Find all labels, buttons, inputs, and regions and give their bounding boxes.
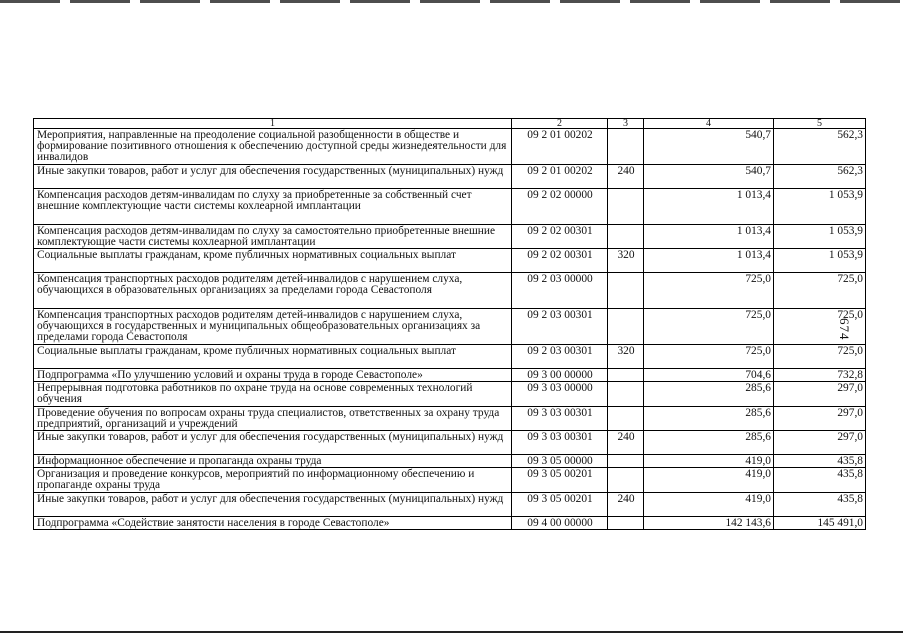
row-kind: 240 (608, 431, 644, 455)
row-value-5: 562,3 (774, 129, 866, 165)
row-name: Иные закупки товаров, работ и услуг для обеспечения государственных (муниципальных) нужд (34, 164, 512, 188)
row-value-4: 1 013,4 (644, 224, 774, 248)
row-kind (608, 455, 644, 468)
row-value-5: 435,8 (774, 455, 866, 468)
row-name: Непрерывная подготовка работников по охране труда на основе современных технологий обучения (34, 382, 512, 406)
row-value-5: 145 491,0 (774, 516, 866, 529)
row-value-4: 540,7 (644, 164, 774, 188)
row-value-5: 725,0 (774, 309, 866, 345)
row-kind (608, 406, 644, 430)
row-value-4: 540,7 (644, 129, 774, 165)
row-value-4: 725,0 (644, 273, 774, 309)
row-code: 09 3 03 00301 (512, 406, 608, 430)
row-kind (608, 309, 644, 345)
row-value-4: 1 013,4 (644, 249, 774, 273)
row-value-5: 1 053,9 (774, 188, 866, 224)
row-name: Компенсация транспортных расходов родителям детей-инвалидов с нарушением слуха, обучающихся в образовательных организациях за пределами города Севастополя (34, 273, 512, 309)
row-name: Иные закупки товаров, работ и услуг для обеспечения государственных (муниципальных) нужд (34, 492, 512, 516)
row-code: 09 3 05 00201 (512, 492, 608, 516)
row-value-4: 419,0 (644, 492, 774, 516)
table-row (34, 516, 866, 529)
row-name: Подпрограмма «По улучшению условий и охраны труда в городе Севастополе» (34, 369, 512, 382)
row-name: Социальные выплаты гражданам, кроме публичных нормативных социальных выплат (34, 345, 512, 369)
table-row (34, 431, 866, 455)
row-kind (608, 516, 644, 529)
row-kind (608, 468, 644, 492)
row-kind (608, 129, 644, 165)
table-row (34, 249, 866, 273)
row-value-5: 562,3 (774, 164, 866, 188)
row-code: 09 2 03 00301 (512, 309, 608, 345)
row-value-5: 1 053,9 (774, 249, 866, 273)
row-value-4: 142 143,6 (644, 516, 774, 529)
table-row (34, 468, 866, 492)
header-col-5: 5 (774, 119, 866, 129)
table-row (34, 492, 866, 516)
row-name: Подпрограмма «Содействие занятости населения в городе Севастополе» (34, 516, 512, 529)
row-code: 09 3 03 00000 (512, 382, 608, 406)
row-value-5: 1 053,9 (774, 224, 866, 248)
table-row (34, 345, 866, 369)
header-col-2: 2 (512, 119, 608, 129)
row-code: 09 2 02 00301 (512, 224, 608, 248)
table-row (34, 382, 866, 406)
row-value-5: 297,0 (774, 406, 866, 430)
row-name: Компенсация расходов детям-инвалидам по слуху за приобретенные за собственный счет внешние комплектующие части системы кохлеарной имплантации (34, 188, 512, 224)
row-code: 09 2 02 00000 (512, 188, 608, 224)
row-value-5: 297,0 (774, 382, 866, 406)
top-border-line (0, 0, 903, 3)
row-value-5: 435,8 (774, 492, 866, 516)
table-row (34, 164, 866, 188)
row-name: Компенсация транспортных расходов родителям детей-инвалидов с нарушением слуха, обучающихся в государственных и муниципальных общеобразовательных организациях за пределами города Севастополя (34, 309, 512, 345)
row-name: Мероприятия, направленные на преодоление социальной разобщенности в обществе и формирование позитивного отношения к обеспечению доступной среды жизнедеятельности для инвалидов (34, 129, 512, 165)
row-code: 09 2 03 00301 (512, 345, 608, 369)
row-value-4: 285,6 (644, 431, 774, 455)
row-value-4: 285,6 (644, 382, 774, 406)
row-value-5: 725,0 (774, 273, 866, 309)
table-row (34, 406, 866, 430)
table-row (34, 129, 866, 165)
row-value-4: 704,6 (644, 369, 774, 382)
table-row (34, 224, 866, 248)
row-kind: 320 (608, 249, 644, 273)
row-name: Организация и проведение конкурсов, мероприятий по информационному обеспечению и пропаганде охраны труда (34, 468, 512, 492)
row-kind (608, 273, 644, 309)
header-col-1: 1 (34, 119, 512, 129)
row-code: 09 2 02 00301 (512, 249, 608, 273)
row-value-4: 419,0 (644, 455, 774, 468)
row-value-5: 435,8 (774, 468, 866, 492)
row-value-4: 725,0 (644, 309, 774, 345)
header-col-3: 3 (608, 119, 644, 129)
header-col-4: 4 (644, 119, 774, 129)
row-code: 09 4 00 00000 (512, 516, 608, 529)
row-kind (608, 224, 644, 248)
row-value-5: 297,0 (774, 431, 866, 455)
row-name: Социальные выплаты гражданам, кроме публичных нормативных социальных выплат (34, 249, 512, 273)
row-code: 09 3 03 00301 (512, 431, 608, 455)
row-code: 09 3 00 00000 (512, 369, 608, 382)
row-kind (608, 188, 644, 224)
row-value-4: 285,6 (644, 406, 774, 430)
table-row (34, 309, 866, 345)
row-kind (608, 382, 644, 406)
row-code: 09 2 01 00202 (512, 164, 608, 188)
row-kind: 240 (608, 492, 644, 516)
row-value-5: 725,0 (774, 345, 866, 369)
row-value-4: 725,0 (644, 345, 774, 369)
table-row (34, 273, 866, 309)
row-name: Иные закупки товаров, работ и услуг для обеспечения государственных (муниципальных) нужд (34, 431, 512, 455)
table-row (34, 455, 866, 468)
row-code: 09 3 05 00000 (512, 455, 608, 468)
table-row (34, 369, 866, 382)
row-kind: 320 (608, 345, 644, 369)
table-row (34, 188, 866, 224)
row-code: 09 3 05 00201 (512, 468, 608, 492)
row-kind: 240 (608, 164, 644, 188)
row-name: Компенсация расходов детям-инвалидам по слуху за самостоятельно приобретенные внешние комплектующие части системы кохлеарной имплантации (34, 224, 512, 248)
budget-table (33, 118, 866, 530)
page-number: 674 (837, 318, 852, 341)
row-code: 09 2 01 00202 (512, 129, 608, 165)
row-value-4: 1 013,4 (644, 188, 774, 224)
bottom-border-line (0, 631, 903, 633)
row-value-4: 419,0 (644, 468, 774, 492)
header-row (34, 119, 866, 129)
row-value-5: 732,8 (774, 369, 866, 382)
row-kind (608, 369, 644, 382)
row-code: 09 2 03 00000 (512, 273, 608, 309)
row-name: Проведение обучения по вопросам охраны труда специалистов, ответственных за охрану труда предприятий, организаций и учреждений (34, 406, 512, 430)
row-name: Информационное обеспечение и пропаганда охраны труда (34, 455, 512, 468)
